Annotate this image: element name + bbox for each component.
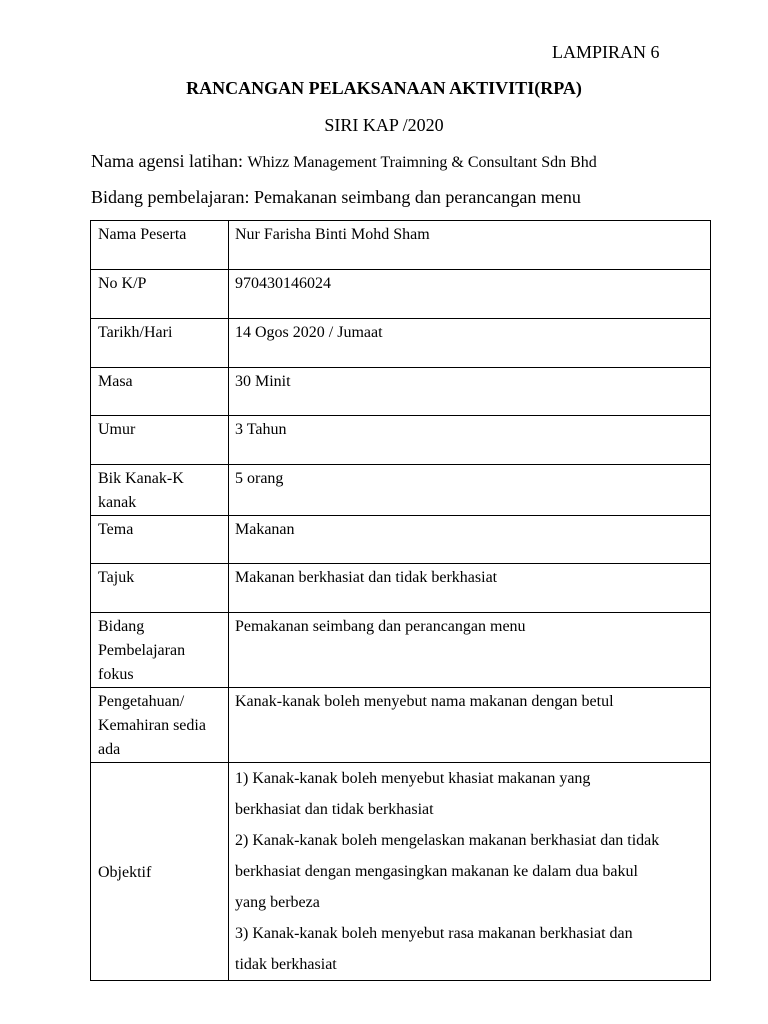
row-label: Umur <box>91 416 229 465</box>
table-row <box>91 688 711 763</box>
appendix-label: LAMPIRAN 6 <box>552 42 660 62</box>
row-value: Nur Farisha Binti Mohd Sham <box>229 221 711 270</box>
objective-line: tidak berkhasiat <box>235 956 337 973</box>
activity-plan-table <box>90 220 711 981</box>
row-value: Makanan <box>229 516 711 564</box>
row-label: Bik Kanak-K kanak <box>91 465 229 516</box>
document-subtitle: SIRI KAP /2020 <box>324 115 444 135</box>
objective-line: 2) Kanak-kanak boleh mengelaskan makanan berkhasiat dan tidak <box>235 832 660 849</box>
objective-line: berkhasiat dengan mengasingkan makanan ke dalam dua bakul <box>235 863 638 880</box>
objective-list <box>229 763 711 981</box>
row-value: 5 orang <box>229 465 711 516</box>
objective-label: Objektif <box>91 763 229 981</box>
row-value: 970430146024 <box>229 270 711 319</box>
objective-line: yang berbeza <box>235 894 320 911</box>
row-label: Tajuk <box>91 564 229 613</box>
learning-area-line <box>91 187 581 208</box>
row-value: Pemakanan seimbang dan perancangan menu <box>229 613 711 688</box>
row-value: Makanan berkhasiat dan tidak berkhasiat <box>229 564 711 613</box>
row-label: Masa <box>91 368 229 416</box>
agency-line <box>91 151 597 172</box>
table-row <box>91 270 711 319</box>
table-row <box>91 564 711 613</box>
row-label: No K/P <box>91 270 229 319</box>
table-row-objektif <box>91 763 711 981</box>
agency-value: Whizz Management Traimning & Consultant Sdn Bhd <box>247 154 597 171</box>
row-value: Kanak-kanak boleh menyebut nama makanan dengan betul <box>229 688 711 763</box>
objective-line: berkhasiat dan tidak berkhasiat <box>235 801 434 818</box>
table-row <box>91 613 711 688</box>
learning-area-label: Bidang pembelajaran: <box>91 187 250 207</box>
row-value: 30 Minit <box>229 368 711 416</box>
table-row <box>91 416 711 465</box>
row-label: Nama Peserta <box>91 221 229 270</box>
table-row <box>91 465 711 516</box>
objective-line: 1) Kanak-kanak boleh menyebut khasiat makanan yang <box>235 770 591 787</box>
row-label: Tema <box>91 516 229 564</box>
table-row <box>91 319 711 368</box>
agency-label: Nama agensi latihan: <box>91 151 243 171</box>
table-row <box>91 368 711 416</box>
table-row <box>91 221 711 270</box>
row-label: Tarikh/Hari <box>91 319 229 368</box>
row-value: 14 Ogos 2020 / Jumaat <box>229 319 711 368</box>
row-label: Bidang Pembelajaran fokus <box>91 613 229 688</box>
row-value: 3 Tahun <box>229 416 711 465</box>
learning-area-value: Pemakanan seimbang dan perancangan menu <box>253 187 581 207</box>
row-label: Pengetahuan/ Kemahiran sedia ada <box>91 688 229 763</box>
document-title: RANCANGAN PELAKSANAAN AKTIVITI(RPA) <box>186 78 582 98</box>
objective-line: 3) Kanak-kanak boleh menyebut rasa makanan berkhasiat dan <box>235 925 633 942</box>
table-row <box>91 516 711 564</box>
